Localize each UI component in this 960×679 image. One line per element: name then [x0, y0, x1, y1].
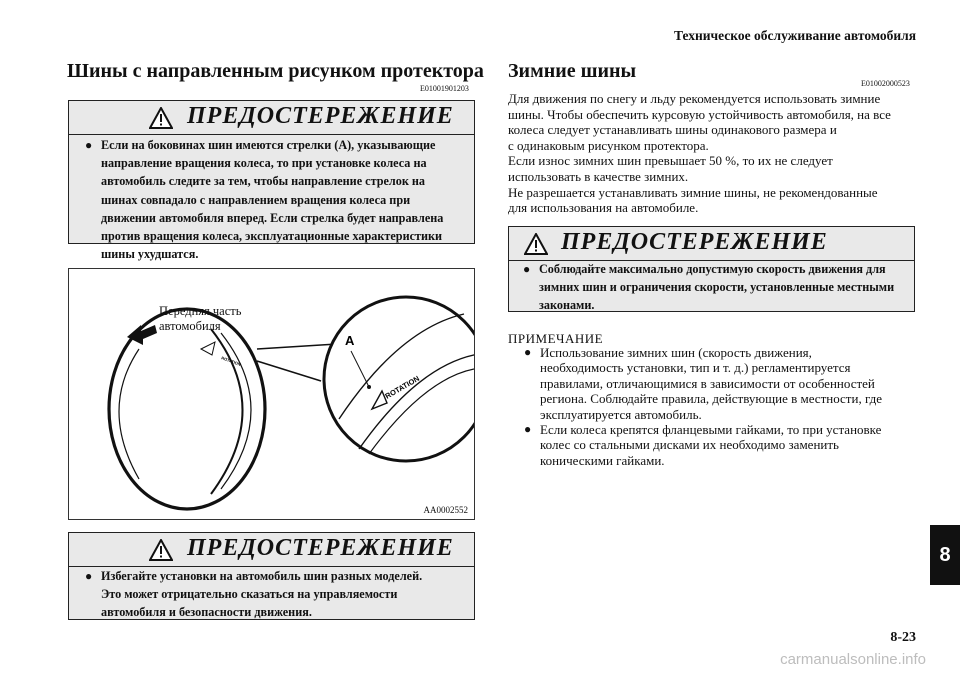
- warning-line: Соблюдайте максимально допустимую скорость движения для: [539, 262, 886, 276]
- warning-triangle-icon: [524, 233, 548, 255]
- paragraph-line: Если износ зимних шин превышает 50 %, то их не следует: [508, 153, 833, 169]
- note-list: [524, 345, 914, 468]
- paragraph-line: колеса следует устанавливать шины одинакового размера и: [508, 122, 837, 138]
- warning-title: ПРЕДОСТЕРЕЖЕНИЕ: [187, 535, 454, 561]
- note-item: [524, 422, 914, 468]
- section-code: E01002000523: [861, 79, 910, 88]
- warning-line: Это может отрицательно сказаться на управляемости: [101, 587, 398, 602]
- warning-box-1: [68, 100, 475, 262]
- warning-line: Избегайте установки на автомобиль шин разных моделей.: [101, 569, 423, 583]
- note-line: региона. Соблюдайте правила, действующие в местности, где: [540, 391, 883, 407]
- note-line: Если колеса крепятся фланцевыми гайками, то при установке: [540, 422, 882, 438]
- warning-title: ПРЕДОСТЕРЕЖЕНИЕ: [187, 103, 454, 129]
- note-line: эксплуатируется автомобиль.: [540, 406, 702, 422]
- section-code: E01001901203: [420, 84, 469, 93]
- bullet-icon: ●: [85, 138, 93, 152]
- note-title: ПРИМЕЧАНИЕ: [508, 331, 604, 346]
- warning-box-3: [508, 226, 915, 312]
- figure-label-line: автомобиля: [159, 319, 221, 333]
- paragraph-line: Для движения по снегу и льду рекомендуется использовать зимние: [508, 91, 881, 106]
- warning-line: автомобиля и безопасности движения.: [101, 605, 312, 620]
- warning-line: автомобиль следите за тем, чтобы направление стрелок на: [101, 174, 426, 189]
- figure-code: AA0002552: [423, 505, 468, 515]
- warning-line: шинах совпадало с направлением вращения колеса при: [101, 192, 411, 207]
- warning-triangle-icon: [149, 107, 173, 129]
- paragraph-line: использовать в качестве зимних.: [508, 168, 689, 184]
- paragraph-line: для использования на автомобиле.: [508, 200, 699, 216]
- warning-line: зимних шин и ограничения скорости, установленные местными: [539, 280, 895, 295]
- warning-line: против вращения колеса, эксплуатационные характеристики: [101, 229, 443, 244]
- tire-rotation-figure: [68, 268, 475, 520]
- bullet-icon: ●: [524, 422, 532, 437]
- note-line: Использование зимних шин (скорость движения,: [540, 345, 812, 360]
- bullet-icon: ●: [523, 262, 531, 276]
- warning-triangle-icon: [149, 539, 173, 561]
- svg-text:ROTATION: ROTATION: [220, 355, 242, 367]
- warning-line: шины ухудшатся.: [101, 247, 199, 262]
- warning-line: направление вращения колеса, то при установке колеса на: [101, 156, 427, 171]
- bullet-icon: ●: [85, 569, 93, 583]
- section-heading-directional-tires: Шины с направленным рисунком протектора: [67, 60, 484, 82]
- note-line: правилами, отличающимися в зависимости от особенностей: [540, 375, 875, 391]
- paragraph-line: с одинаковым рисунком протектора.: [508, 137, 709, 153]
- callout-label: A: [345, 333, 355, 348]
- warning-line: Если на боковинах шин имеются стрелки (A), указывающие: [101, 138, 436, 152]
- figure-label-line: Передняя часть: [159, 304, 242, 318]
- rotation-marking: ROTATION: [383, 373, 421, 401]
- warning-title: ПРЕДОСТЕРЕЖЕНИЕ: [561, 229, 828, 255]
- note-line: необходимость установки, тип и т. д.) регламентируется: [540, 360, 851, 376]
- section-heading-winter-tires: Зимние шины: [508, 60, 637, 82]
- watermark: carmanualsonline.info: [780, 651, 926, 668]
- paragraph-line: Не разрешается устанавливать зимние шины, не рекомендованные: [508, 184, 878, 200]
- note-line: коническими гайками.: [540, 452, 665, 468]
- winter-tires-paragraph: [508, 91, 918, 216]
- figure-label: [159, 304, 241, 334]
- chapter-tab: 8: [930, 525, 960, 585]
- warning-line: законами.: [539, 298, 595, 313]
- bullet-icon: ●: [524, 345, 532, 359]
- page-number: 8-23: [890, 630, 916, 645]
- tire-illustration: [69, 269, 474, 519]
- paragraph-line: шины. Чтобы обеспечить курсовую устойчивость автомобиля, на все: [508, 106, 891, 122]
- note-line: колес со стальными дисками их необходимо заменить: [540, 437, 839, 453]
- warning-line: движении автомобиля вперед. Если стрелка будет направлена: [101, 210, 444, 225]
- note-item: [524, 345, 914, 422]
- running-header: Техническое обслуживание автомобиля: [674, 28, 916, 43]
- warning-box-2: [68, 532, 475, 620]
